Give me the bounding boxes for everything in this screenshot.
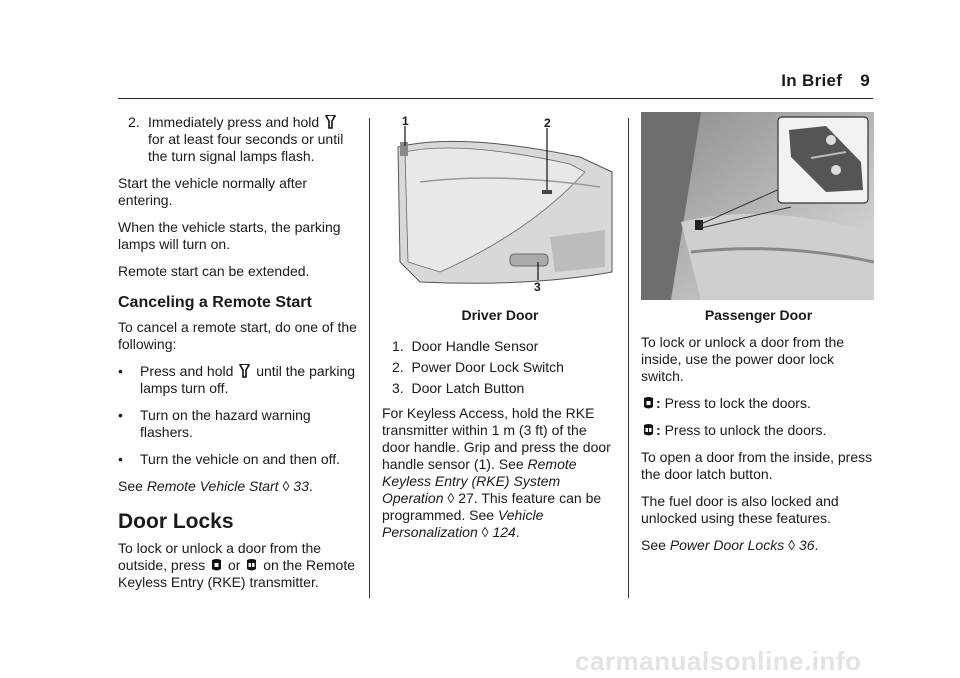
list-item: 2. Power Door Lock Switch xyxy=(392,359,564,375)
page-number: 9 xyxy=(860,71,870,90)
page-header xyxy=(781,71,870,91)
reference-link[interactable]: Remote Keyless Entry (RKE) System Operation xyxy=(382,456,577,506)
driver-door-illustration xyxy=(380,112,616,297)
step-2: 2. Immediately press and hold for at least four seconds or until the turn signal lamps flash. xyxy=(128,114,344,164)
numbered-list xyxy=(382,338,618,397)
page-ref-icon: ◊ xyxy=(282,478,290,494)
remote-start-icon xyxy=(325,115,336,129)
column-2 xyxy=(382,307,618,541)
header-rule xyxy=(118,98,873,99)
list-item: 1. Door Handle Sensor xyxy=(392,338,539,354)
paragraph: To open a door from the inside, press the door latch button. xyxy=(641,449,873,482)
paragraph: To lock or unlock a door from the outside, press or on the Remote Keyless Entry (RKE) transmitter. xyxy=(118,540,356,590)
list-item: • Turn the vehicle on and then off. xyxy=(118,451,341,467)
figure-caption: Passenger Door xyxy=(704,307,813,323)
cross-reference: See Remote Vehicle Start ◊ 33. xyxy=(118,478,313,494)
remote-start-icon xyxy=(239,364,250,378)
paragraph: When the vehicle starts, the parking lamps will turn on. xyxy=(118,219,341,252)
paragraph: To cancel a remote start, do one of the following: xyxy=(118,319,357,352)
cross-reference: See Power Door Locks ◊ 36. xyxy=(641,537,819,553)
reference-link[interactable]: Power Door Locks xyxy=(669,537,785,553)
passenger-door-photo xyxy=(641,112,874,300)
section-heading: Door Locks xyxy=(118,510,234,533)
section-heading: Canceling a Remote Start xyxy=(118,294,312,311)
paragraph: To lock or unlock a door from the inside, use the power door lock switch. xyxy=(641,334,845,384)
passenger-door-drawing xyxy=(641,112,874,300)
list-item: 3. Door Latch Button xyxy=(392,380,525,396)
section-title: In Brief xyxy=(781,71,843,90)
column-1 xyxy=(118,114,358,601)
paragraph: For Keyless Access, hold the RKE transmitter within 1 m (3 ft) of the door handle. Grip and press the door handle sensor (1). See Remote Keyless Entry (RKE) System Operation ◊ 27. This feature can be programmed. See Vehicle Personalization ◊ 124. xyxy=(382,405,611,540)
driver-door-drawing xyxy=(380,112,616,297)
figure-caption: Driver Door xyxy=(461,307,539,323)
paragraph: Remote start can be extended. xyxy=(118,263,310,279)
column-divider xyxy=(369,118,370,598)
lock-icon xyxy=(211,558,222,572)
list-item: • Turn on the hazard warning flashers. xyxy=(118,407,311,440)
column-3 xyxy=(641,307,876,564)
paragraph: Start the vehicle normally after entering. xyxy=(118,175,308,208)
lock-instruction: : Press to lock the doors. xyxy=(641,395,876,412)
column-divider xyxy=(628,118,629,598)
reference-link[interactable]: Remote Vehicle Start xyxy=(146,478,279,494)
list-item: • Press and hold until the parking lamps turn off. xyxy=(118,363,356,396)
paragraph: The fuel door is also locked and unlocked using these features. xyxy=(641,493,839,526)
callout-2: 2 xyxy=(544,116,551,130)
page-ref-icon: ◊ xyxy=(447,490,455,506)
reference-link[interactable]: Vehicle Personalization xyxy=(382,507,544,540)
callout-3: 3 xyxy=(534,280,541,294)
watermark: carmanualsonline.info xyxy=(575,646,862,676)
unlock-icon xyxy=(246,558,257,572)
unlock-instruction: : Press to unlock the doors. xyxy=(641,422,876,439)
lock-icon xyxy=(643,396,654,410)
callout-1: 1 xyxy=(402,114,409,128)
unlock-icon xyxy=(643,423,654,437)
page-ref-icon: ◊ xyxy=(481,524,489,540)
page-ref-icon: ◊ xyxy=(788,537,796,553)
